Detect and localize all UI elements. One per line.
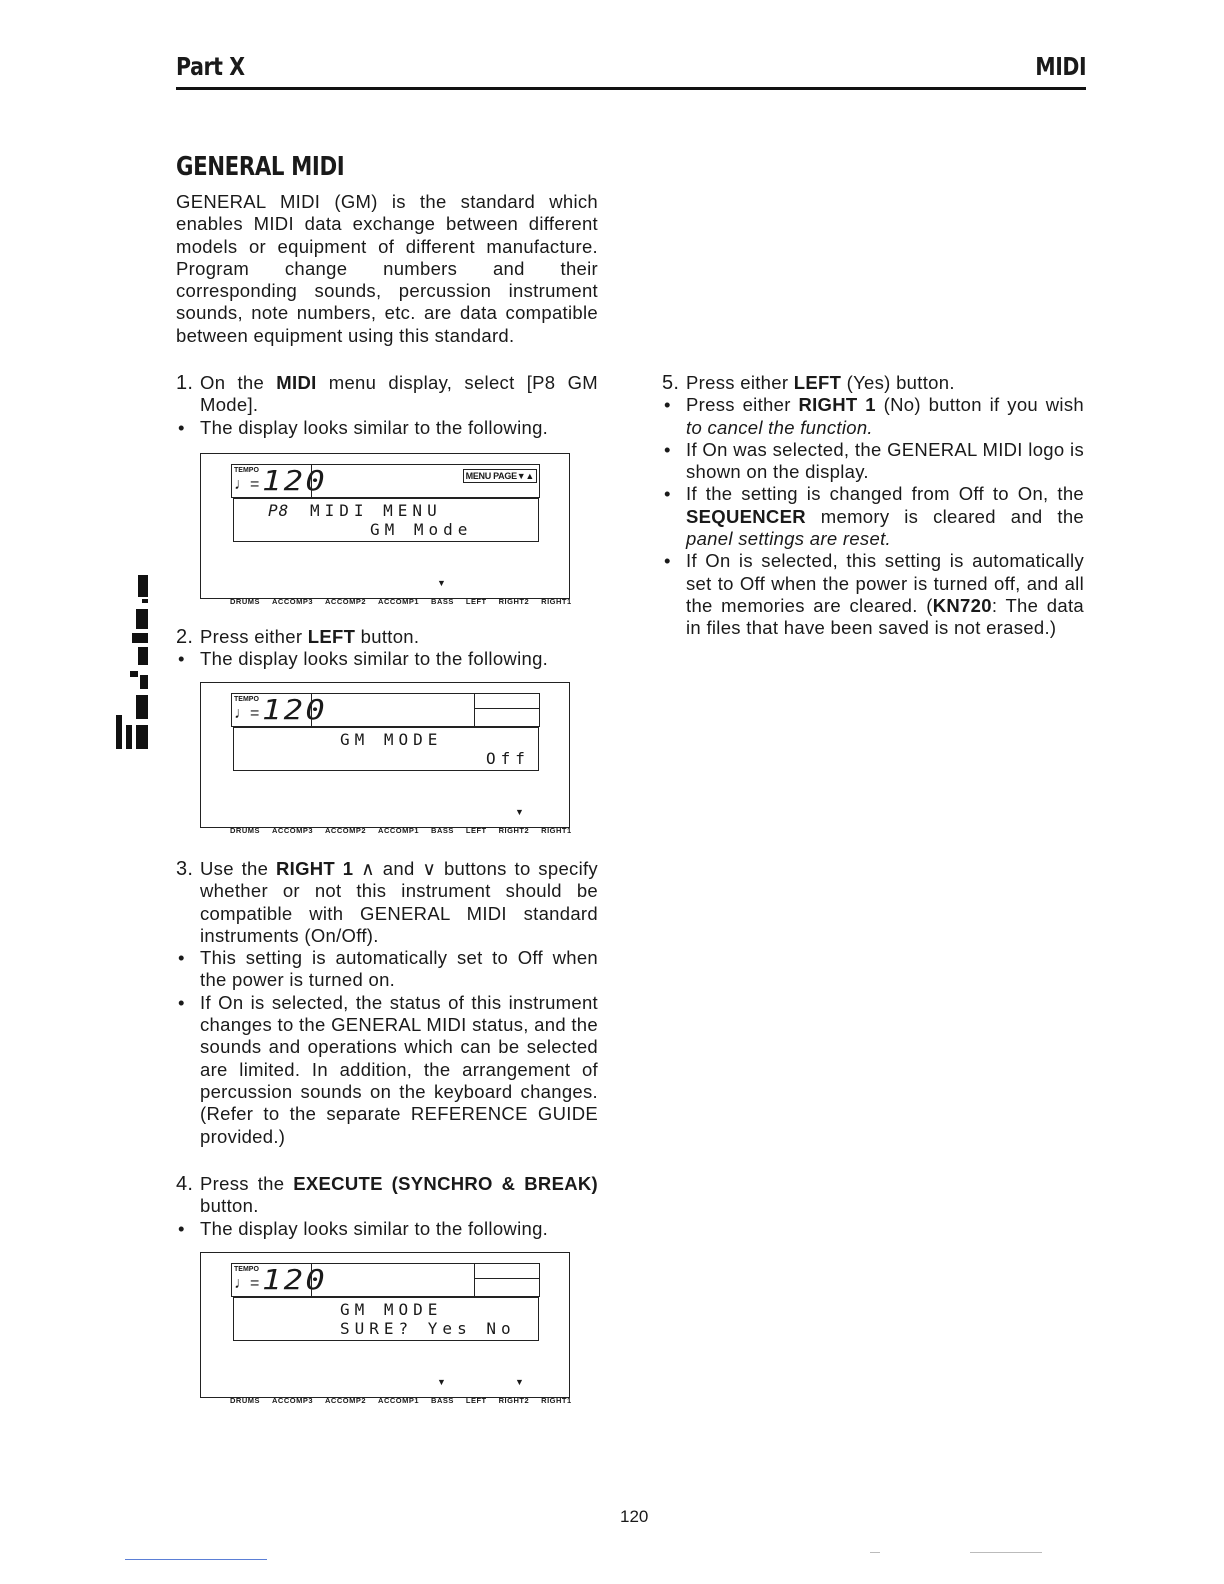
lcd-text-area: P8 MIDI MENU GM Mode bbox=[233, 498, 539, 542]
step-1-note: • The display looks similar to the following. bbox=[178, 416, 549, 438]
lcd-display-3 bbox=[200, 1252, 570, 1398]
page-prefix: P8 bbox=[268, 501, 290, 520]
footer-rule bbox=[125, 1559, 267, 1560]
step-3-note-1: • This setting is automatically set to Off when the power is turned on. bbox=[178, 947, 598, 991]
step-5-block bbox=[662, 372, 1084, 640]
step-5-note-2: • If On was selected, the GENERAL MIDI logo is shown on the display. bbox=[664, 438, 1084, 483]
section-title: GENERAL MIDI bbox=[176, 152, 345, 182]
chapter-thumb-tab bbox=[112, 575, 150, 750]
key-name: MIDI bbox=[276, 372, 317, 393]
lcd-display-2 bbox=[200, 682, 570, 828]
lcd-text-area: GM MODE SURE? Yes No bbox=[233, 1297, 539, 1341]
scan-mark bbox=[870, 1552, 880, 1553]
lcd-text-area: GM MODE Off bbox=[233, 727, 539, 771]
step-5-note-4: • If On is selected, this setting is automatically set to Off when the power is turned off, and all the memories are cleared. (KN720: The data in files that have been saved is not erased.) bbox=[664, 550, 1084, 639]
step-2-note: • The display looks similar to the following. bbox=[178, 648, 549, 670]
quarter-note-icon: ♩= bbox=[234, 476, 260, 493]
step-1-block bbox=[176, 372, 598, 439]
down-arrow-icon: ▼ bbox=[515, 1377, 524, 1387]
step-4: 4. Press the EXECUTE (SYNCHRO & BREAK) button. bbox=[176, 1173, 598, 1217]
scan-mark bbox=[970, 1552, 1042, 1553]
step-2-block bbox=[176, 626, 598, 671]
step-2: 2. Press either LEFT button. bbox=[176, 626, 420, 648]
step-4-block bbox=[176, 1173, 598, 1240]
header-rule bbox=[176, 87, 1086, 90]
down-arrow-icon: ▼ bbox=[437, 1377, 446, 1387]
down-arrow-icon: ▼ bbox=[515, 807, 524, 817]
step-3-note-2: • If On is selected, the status of this instrument changes to the GENERAL MIDI status, and the sounds and operations which can be selected are limited. In addition, the arrangement of percussion sounds on the keyboard changes. (Refer to the separate REFERENCE GUIDE provided.) bbox=[178, 991, 598, 1147]
tempo-readout: TEMPO ♩= 120 bbox=[231, 693, 312, 727]
header-chapter: MIDI bbox=[1034, 52, 1086, 81]
step-5: 5. Press either LEFT (Yes) button. bbox=[662, 372, 955, 394]
step-5-note-3: • If the setting is changed from Off to On, the SEQUENCER memory is cleared and the panel settings are reset. bbox=[664, 483, 1084, 550]
page-number: 120 bbox=[620, 1507, 649, 1526]
lcd-footer-3: DRUMS ACCOMP3 ACCOMP2 ACCOMP1 BASS LEFT RIGHT2 RIGHT1 bbox=[230, 1396, 572, 1405]
quarter-note-icon: ♩= bbox=[234, 705, 260, 722]
menu-page-indicator: MENU PAGE▼▲ bbox=[463, 469, 537, 483]
tempo-readout: TEMPO ♩= 120 bbox=[231, 464, 312, 498]
step-5-note-1: • Press either RIGHT 1 (No) button if you wish to cancel the function. bbox=[664, 394, 1084, 438]
step-number: 1. bbox=[176, 372, 194, 394]
tempo-readout: TEMPO ♩= 120 bbox=[231, 1263, 312, 1297]
step-4-note: • The display looks similar to the following. bbox=[178, 1217, 549, 1239]
lcd-display-1 bbox=[200, 453, 570, 599]
intro-paragraph: GENERAL MIDI (GM) is the standard which enables MIDI data exchange between different models or equipment of different manufacture. Program change numbers and their corresponding sounds, percussion instrument sounds, note numbers, etc. are data compatible between equipment using this standard. bbox=[176, 191, 598, 346]
step-3-block bbox=[176, 858, 598, 1148]
step-3: 3. Use the RIGHT 1 ∧ and ∨ buttons to specify whether or not this instrument should be compatible with GENERAL MIDI standard instruments (On/Off). bbox=[176, 858, 598, 946]
quarter-note-icon: ♩= bbox=[234, 1275, 260, 1292]
lcd-footer-1: DRUMS ACCOMP3 ACCOMP2 ACCOMP1 BASS LEFT RIGHT2 RIGHT1 bbox=[230, 597, 572, 606]
lcd-footer-2: DRUMS ACCOMP3 ACCOMP2 ACCOMP1 BASS LEFT RIGHT2 RIGHT1 bbox=[230, 826, 572, 835]
header-part: Part X bbox=[176, 52, 245, 81]
step-1: 1. On the MIDI menu display, select [P8 GM Mode]. bbox=[176, 372, 598, 416]
down-arrow-icon: ▼ bbox=[437, 578, 446, 588]
